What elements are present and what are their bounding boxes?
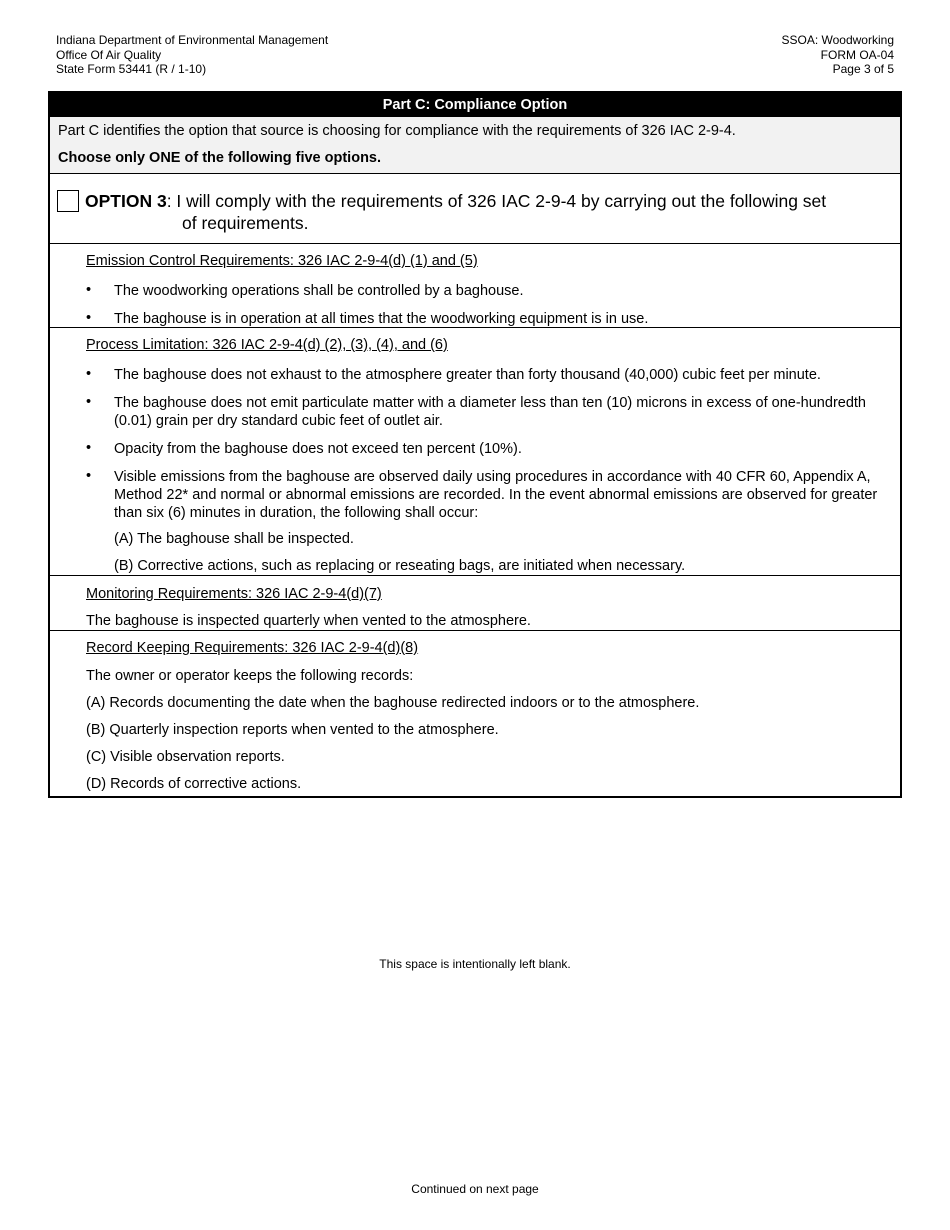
intro-text: Part C identifies the option that source is choosing for compliance with the requirements of 326 IAC 2-9-4. bbox=[58, 123, 736, 139]
process-limitation-section bbox=[50, 328, 900, 576]
compliance-form bbox=[48, 91, 902, 798]
record-item: (A) Records documenting the date when the baghouse redirected indoors or to the atmosphere. bbox=[86, 695, 700, 711]
process-item: Visible emissions from the baghouse are observed daily using procedures in accordance with 40 CFR 60, Appendix A, Method 22* and normal or abnormal emissions are recorded. In the event abnormal emissions are observed for greater than six (6) minutes in duration, the following shall occur: bbox=[114, 469, 878, 521]
option-3-checkbox[interactable] bbox=[57, 190, 79, 212]
part-title: Part C: Compliance Option bbox=[50, 93, 900, 117]
option-3-label: OPTION 3 bbox=[85, 191, 167, 211]
process-subitem: (B) Corrective actions, such as replacing or reseating bags, are initiated when necessary. bbox=[114, 558, 686, 574]
intro-section bbox=[50, 117, 900, 174]
record-item: (C) Visible observation reports. bbox=[86, 749, 285, 765]
bullet-icon: • bbox=[86, 366, 92, 382]
emission-control-section bbox=[50, 244, 900, 328]
process-item: The baghouse does not exhaust to the atmosphere greater than forty thousand (40,000) cubic feet per minute. bbox=[114, 367, 821, 383]
monitoring-text: The baghouse is inspected quarterly when vented to the atmosphere. bbox=[86, 613, 531, 629]
record-keeping-section bbox=[50, 631, 900, 793]
header-right bbox=[782, 33, 895, 77]
bullet-icon: • bbox=[86, 310, 92, 326]
process-item: The baghouse does not emit particulate matter with a diameter less than ten (10) microns in excess of one-hundredth (0.01) grain per dry standard cubic feet of outlet air. bbox=[114, 395, 866, 429]
continued-note: Continued on next page bbox=[411, 1182, 539, 1196]
option-3-text bbox=[85, 190, 890, 234]
emission-item: The woodworking operations shall be controlled by a baghouse. bbox=[114, 283, 524, 299]
records-heading: Record Keeping Requirements: 326 IAC 2-9-4(d)(8) bbox=[86, 640, 419, 656]
process-subitem: (A) The baghouse shall be inspected. bbox=[114, 531, 354, 547]
bullet-icon: • bbox=[86, 468, 92, 484]
form-id: FORM OA-04 bbox=[820, 47, 894, 62]
intro-instruction: Choose only ONE of the following five options. bbox=[58, 150, 382, 166]
option-3-row bbox=[50, 174, 900, 244]
page-number: Page 3 of 5 bbox=[832, 62, 894, 76]
emission-item: The baghouse is in operation at all times that the woodworking equipment is in use. bbox=[114, 311, 649, 327]
record-item: (D) Records of corrective actions. bbox=[86, 776, 302, 792]
process-heading: Process Limitation: 326 IAC 2-9-4(d) (2), (3), (4), and (6) bbox=[86, 337, 448, 353]
bullet-icon: • bbox=[86, 282, 92, 298]
record-item: (B) Quarterly inspection reports when vented to the atmosphere. bbox=[86, 722, 499, 738]
process-item: Opacity from the baghouse does not exceed ten percent (10%). bbox=[114, 441, 522, 457]
office-name: Office Of Air Quality bbox=[56, 47, 162, 62]
emission-heading: Emission Control Requirements: 326 IAC 2-9-4(d) (1) and (5) bbox=[86, 253, 478, 269]
blank-space-note: This space is intentionally left blank. bbox=[379, 957, 571, 971]
option-3-desc-line1: : I will comply with the requirements of 326 IAC 2-9-4 by carrying out the following set bbox=[166, 191, 827, 211]
bullet-icon: • bbox=[86, 440, 92, 456]
monitoring-section bbox=[50, 576, 900, 631]
agency-name: Indiana Department of Environmental Management bbox=[56, 33, 329, 47]
form-subject: SSOA: Woodworking bbox=[781, 33, 894, 47]
header-left bbox=[56, 33, 328, 77]
monitoring-heading: Monitoring Requirements: 326 IAC 2-9-4(d)(7) bbox=[86, 586, 382, 602]
option-3-desc-line2: of requirements. bbox=[182, 213, 309, 233]
records-intro: The owner or operator keeps the following records: bbox=[86, 668, 414, 684]
state-form-number: State Form 53441 (R / 1-10) bbox=[56, 62, 207, 76]
bullet-icon: • bbox=[86, 394, 92, 410]
